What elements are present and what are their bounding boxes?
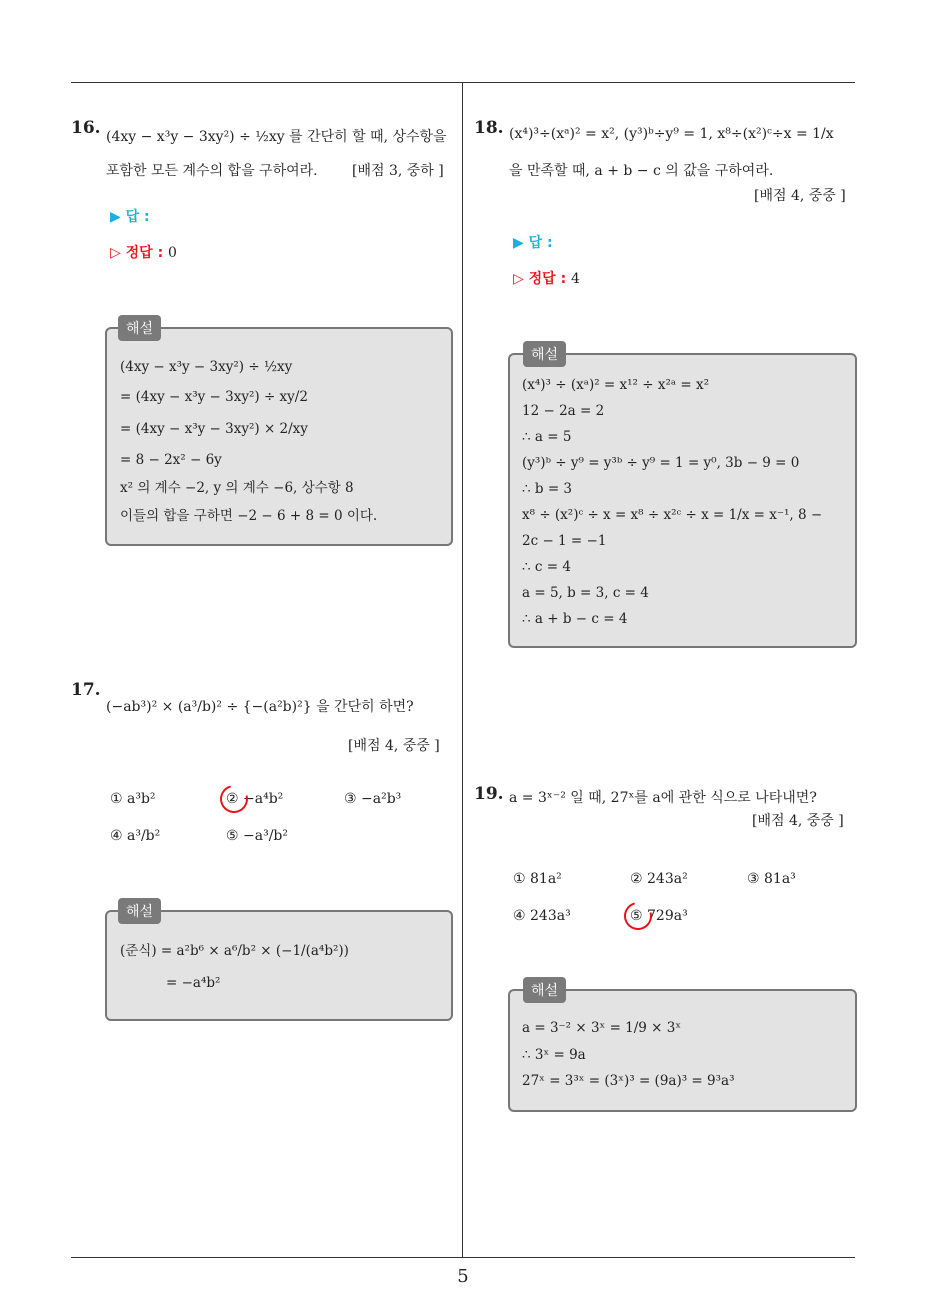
page-number: 5 (457, 1266, 469, 1287)
q18-number: 18. (474, 118, 504, 138)
q16-correct-answer (110, 242, 177, 262)
q18-stem: (x⁴)³÷(xᵃ)² = x², (y³)ᵇ÷y⁹ = 1, x⁸÷(x²)ᶜ÷x = 1/x (509, 126, 834, 142)
column-divider (462, 83, 463, 1258)
q16-solution-tag: 해설 (118, 315, 161, 341)
q17-solution-line: = −a⁴b² (166, 975, 221, 991)
q16-solution-line: x² 의 계수 −2, y 의 계수 −6, 상수항 8 (120, 480, 354, 496)
q16-solution-line: = (4xy − x³y − 3xy²) × 2/xy (120, 421, 308, 437)
q18-score: [배점 4, 중중 ] (754, 188, 846, 204)
q16-solution-line: (4xy − x³y − 3xy²) ÷ ½xy (120, 359, 293, 375)
q18-solution-line: a = 5, b = 3, c = 4 (522, 585, 649, 601)
q17-answer-mark (215, 780, 253, 818)
q18-solution-line: ∴ a = 5 (522, 429, 572, 445)
q18-solution-line: (x⁴)³ ÷ (xᵃ)² = x¹² ÷ x²ᵃ = x² (522, 377, 710, 393)
q16-solution-line: 이들의 합을 구하면 −2 − 6 + 8 = 0 이다. (120, 508, 378, 524)
q18-correct-answer (513, 268, 580, 288)
q17-score: [배점 4, 중중 ] (348, 738, 440, 754)
q18-solution-line: ∴ a + b − c = 4 (522, 611, 628, 627)
q17-solution-line: (준식) = a²b⁶ × a⁶/b² × (−1/(a⁴b²)) (120, 943, 349, 959)
q19-choice-5[interactable]: ⑤ 729a³ (630, 908, 688, 924)
q17-number: 17. (71, 680, 101, 700)
q16-number: 16. (71, 118, 101, 138)
q18-solution-line: 2c − 1 = −1 (522, 533, 607, 549)
q17-solution-box (105, 910, 453, 1021)
q19-stem: a = 3ˣ⁻² 일 때, 27ˣ를 a에 관한 식으로 나타내면? (509, 790, 817, 806)
q17-stem: (−ab³)² × (a³/b)² ÷ {−(a²b)²} 을 간단히 하면? (106, 699, 414, 715)
q19-answer-mark (619, 897, 657, 935)
q18-solution-line: (y³)ᵇ ÷ y⁹ = y³ᵇ ÷ y⁹ = 1 = y⁰, 3b − 9 = 0 (522, 455, 800, 471)
q16-solution-line: = (4xy − x³y − 3xy²) ÷ xy/2 (120, 389, 308, 405)
q18-solution-line: ∴ b = 3 (522, 481, 573, 497)
q17-choice-3[interactable]: ③ −a²b³ (344, 791, 402, 807)
q17-choice-1[interactable]: ① a³b² (110, 791, 156, 807)
q18-correct-value: 4 (571, 271, 580, 287)
q16-correct-value: 0 (168, 245, 177, 261)
q19-choice-3[interactable]: ③ 81a³ (747, 871, 796, 887)
q18-solution-line: ∴ c = 4 (522, 559, 571, 575)
q19-choice-4[interactable]: ④ 243a³ (513, 908, 571, 924)
q17-solution-tag: 해설 (118, 898, 161, 924)
q16-score: [배점 3, 중하 ] (352, 163, 444, 179)
q16-stem-line2: 포함한 모든 계수의 합을 구하여라. (106, 163, 318, 179)
q18-solution-line: 12 − 2a = 2 (522, 403, 605, 419)
q19-choice-1[interactable]: ① 81a² (513, 871, 562, 887)
q19-choice-2[interactable]: ② 243a² (630, 871, 688, 887)
q17-choice-4[interactable]: ④ a³/b² (110, 828, 161, 844)
q18-answer-label: ▶ 답 : (513, 235, 553, 251)
q19-solution-line: ∴ 3ˣ = 9a (522, 1047, 586, 1063)
q19-score: [배점 4, 중중 ] (752, 813, 844, 829)
q19-solution-tag: 해설 (523, 977, 566, 1003)
q18-solution-tag: 해설 (523, 341, 566, 367)
q18-stem-line2: 을 만족할 때, a + b − c 의 값을 구하여라. (509, 163, 774, 179)
q18-solution-line: x⁸ ÷ (x²)ᶜ ÷ x = x⁸ ÷ x²ᶜ ÷ x = 1/x = x⁻¹, 8 − (522, 507, 823, 523)
q18-correct-label: ▷ 정답 : (513, 271, 567, 287)
q17-choice-2[interactable]: ② −a⁴b² (226, 791, 284, 807)
top-rule (71, 82, 855, 83)
q19-number: 19. (474, 784, 504, 804)
q17-choice-5[interactable]: ⑤ −a³/b² (226, 828, 288, 844)
q16-solution-line: = 8 − 2x² − 6y (120, 452, 222, 468)
q16-answer-label: ▶ 답 : (110, 209, 150, 225)
q16-correct-label: ▷ 정답 : (110, 245, 164, 261)
q19-solution-line: 27ˣ = 3³ˣ = (3ˣ)³ = (9a)³ = 9³a³ (522, 1073, 735, 1089)
q19-solution-line: a = 3⁻² × 3ˣ = 1/9 × 3ˣ (522, 1020, 682, 1036)
bottom-rule (71, 1257, 855, 1258)
q16-stem: (4xy − x³y − 3xy²) ÷ ½xy 를 간단히 할 때, 상수항을 (106, 129, 447, 145)
